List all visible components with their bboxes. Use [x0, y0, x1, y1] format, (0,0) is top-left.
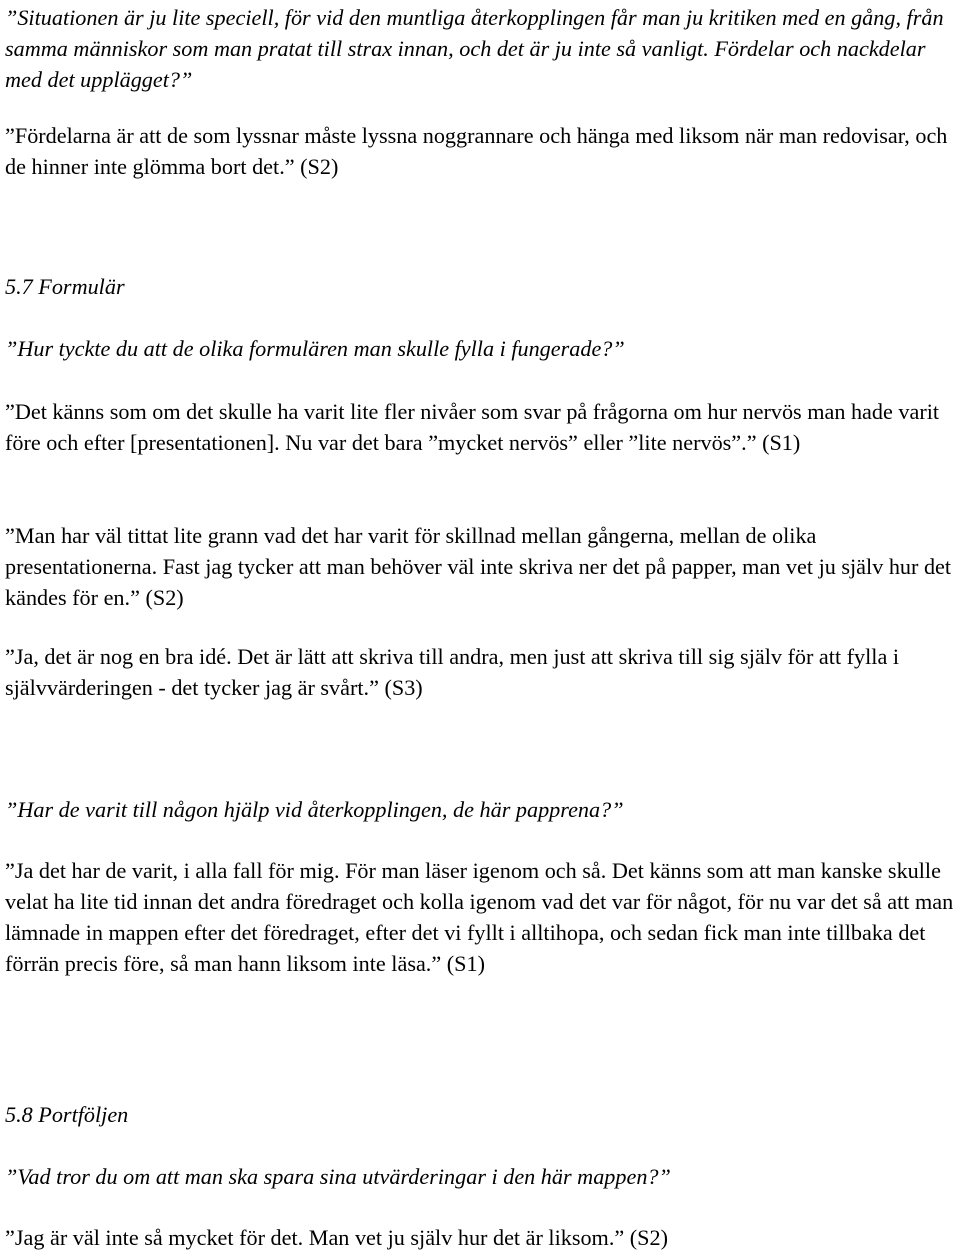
section-5-8-question: ”Vad tror du om att man ska spara sina utvärderingar i den här mappen?” [5, 1164, 671, 1189]
section-5-7-answer-2: ”Man har väl tittat lite grann vad det har varit för skillnad mellan gångerna, mellan de olika presentationerna. Fast jag tycker att man behöver väl inte skriva ner det på papper, man vet ju själv hur det kändes för en.” (S2) [5, 523, 952, 610]
intro-question: ”Situationen är ju lite speciell, för vid den muntliga återkopplingen får man ju kritiken med en gång, från samma människor som man pratat till strax innan, och det är ju inte så vanligt. Fördelar och nackdelar med det upplägget?” [5, 5, 944, 92]
section-5-8-heading: 5.8 Portföljen [5, 1102, 129, 1127]
feedback-papers-question: ”Har de varit till någon hjälp vid återkopplingen, de här papprena?” [5, 797, 624, 822]
section-5-7-heading: 5.7 Formulär [5, 274, 125, 299]
section-5-7-answer-3: ”Ja, det är nog en bra idé. Det är lätt att skriva till andra, men just att skriva till sig själv för att fylla i självvärderingen - det tycker jag är svårt.” (S3) [5, 644, 900, 700]
intro-answer: ”Fördelarna är att de som lyssnar måste lyssna noggrannare och hänga med liksom när man redovisar, och de hinner inte glömma bort det.” (S2) [5, 123, 948, 179]
section-5-8-answer: ”Jag är väl inte så mycket för det. Man vet ju själv hur det är liksom.” (S2) [5, 1225, 668, 1250]
feedback-papers-answer: ”Ja det har de varit, i alla fall för mig. För man läser igenom och så. Det känns som att man kanske skulle velat ha lite tid innan det andra föredraget och kolla igenom vad det var för något, för nu var det så att man lämnade in mappen efter det föredraget, efter det vi fyllt i alltihopa, och sedan fick man inte tillbaka det förrän precis före, så man hann liksom inte läsa.” (S1) [5, 858, 954, 976]
section-5-7-question: ”Hur tyckte du att de olika formulären man skulle fylla i fungerade?” [5, 336, 625, 361]
section-5-7-answer-1: ”Det känns som om det skulle ha varit lite fler nivåer som svar på frågorna om hur nervös man hade varit före och efter [presentationen]. Nu var det bara ”mycket nervös” eller ”lite nervös”.” (S1) [5, 399, 940, 455]
